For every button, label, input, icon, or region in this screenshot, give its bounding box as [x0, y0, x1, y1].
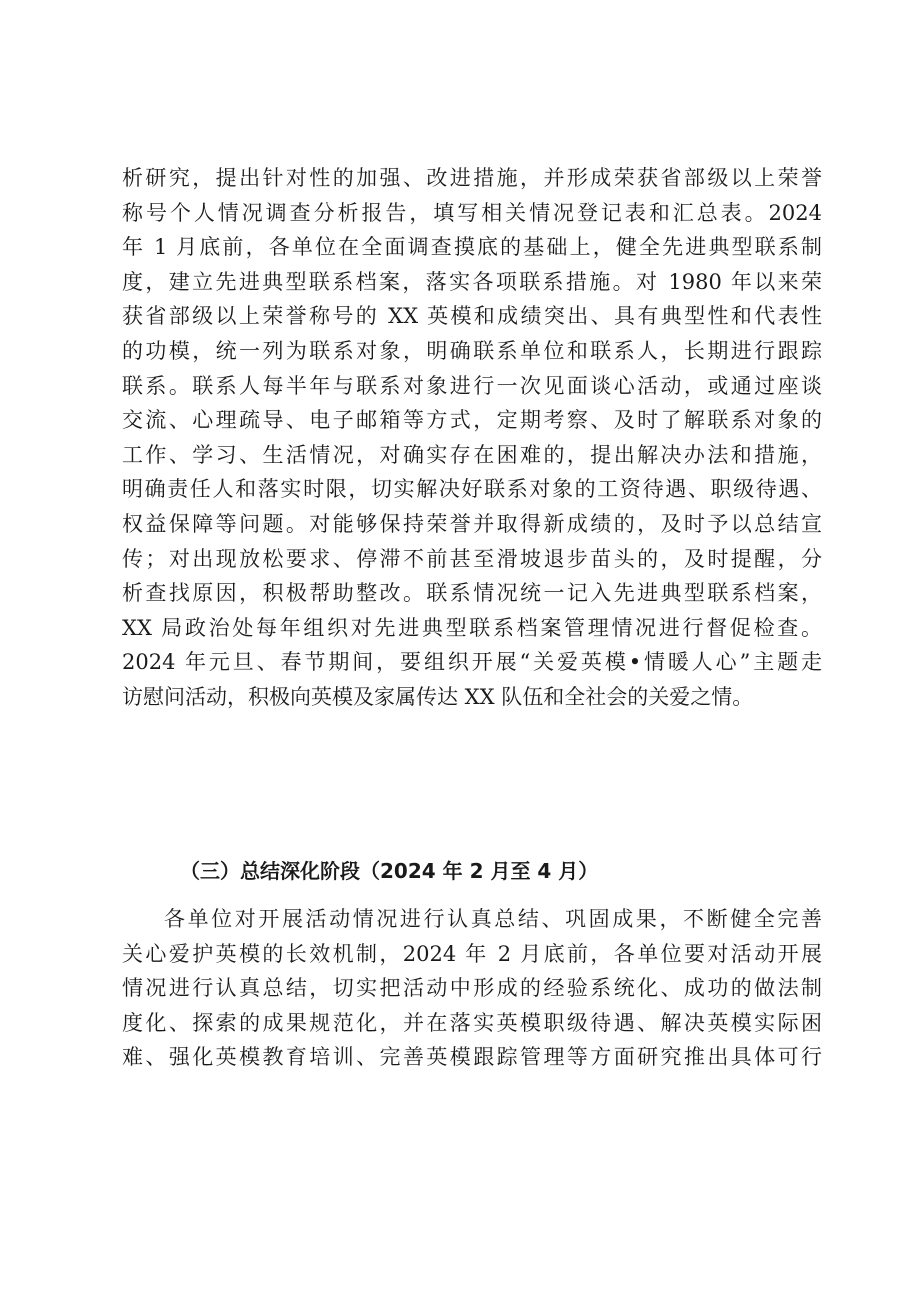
paragraph-line: XX 局政治处每年组织对先进典型联系档案管理情况进行督促检查。 — [122, 615, 822, 640]
paragraph-body-2 — [122, 902, 822, 1075]
paragraph-line: 年 1 月底前，各单位在全面调查摸底的基础上，健全先进典型联系制 — [122, 235, 822, 260]
paragraph-body — [122, 161, 822, 715]
paragraph-line: 传；对出现放松要求、停滞不前甚至滑坡退步苗头的，及时提醒，分 — [122, 546, 822, 571]
paragraph-line: 析研究，提出针对性的加强、改进措施，并形成荣获省部级以上荣誉 — [122, 166, 822, 190]
paragraph-line: 度化、探索的成果规范化，并在落实英模职级待遇、解决英模实际困 — [122, 1010, 822, 1035]
paragraph-line: 明确责任人和落实时限，切实解决好联系对象的工资待遇、职级待遇、 — [122, 477, 822, 502]
paragraph-line: 权益保障等问题。对能够保持荣誉并取得新成绩的，及时予以总结宣 — [122, 511, 822, 536]
paragraph-line: 情况进行认真总结，切实把活动中形成的经验系统化、成功的做法制 — [122, 976, 822, 1001]
section-heading: （三）总结深化阶段（2024 年 2 月至 4 月） — [180, 859, 599, 883]
paragraph-line: 联系。联系人每半年与联系对象进行一次见面谈心活动，或通过座谈 — [122, 373, 822, 398]
paragraph-line: 访慰问活动，积极向英模及家属传达 XX 队伍和全社会的关爱之情。 — [122, 684, 754, 709]
paragraph-line: 的功模，统一列为联系对象，明确联系单位和联系人，长期进行跟踪 — [122, 338, 822, 363]
paragraph-line: 难、强化英模教育培训、完善英模跟踪管理等方面研究推出具体可行 — [122, 1045, 822, 1070]
paragraph-line: 各单位对开展活动情况进行认真总结、巩固成果，不断健全完善 — [164, 907, 822, 931]
paragraph-line: 析查找原因，积极帮助整改。联系情况统一记入先进典型联系档案， — [122, 581, 822, 606]
paragraph-line: 度，建立先进典型联系档案，落实各项联系措施。对 1980 年以来荣 — [122, 269, 822, 294]
paragraph-line: 交流、心理疏导、电子邮箱等方式，定期考察、及时了解联系对象的 — [122, 408, 822, 433]
paragraph-line: 称号个人情况调查分析报告，填写相关情况登记表和汇总表。2024 — [122, 200, 822, 225]
paragraph-line: 获省部级以上荣誉称号的 XX 英模和成绩突出、具有典型性和代表性 — [122, 304, 822, 329]
paragraph-line: 工作、学习、生活情况，对确实存在困难的，提出解决办法和措施， — [122, 442, 822, 467]
paragraph-line: 关心爱护英模的长效机制，2024 年 2 月底前，各单位要对活动开展 — [122, 941, 822, 966]
paragraph-line: 2024 年元旦、春节期间，要组织开展“关爱英模•情暖人心”主题走 — [122, 650, 822, 675]
